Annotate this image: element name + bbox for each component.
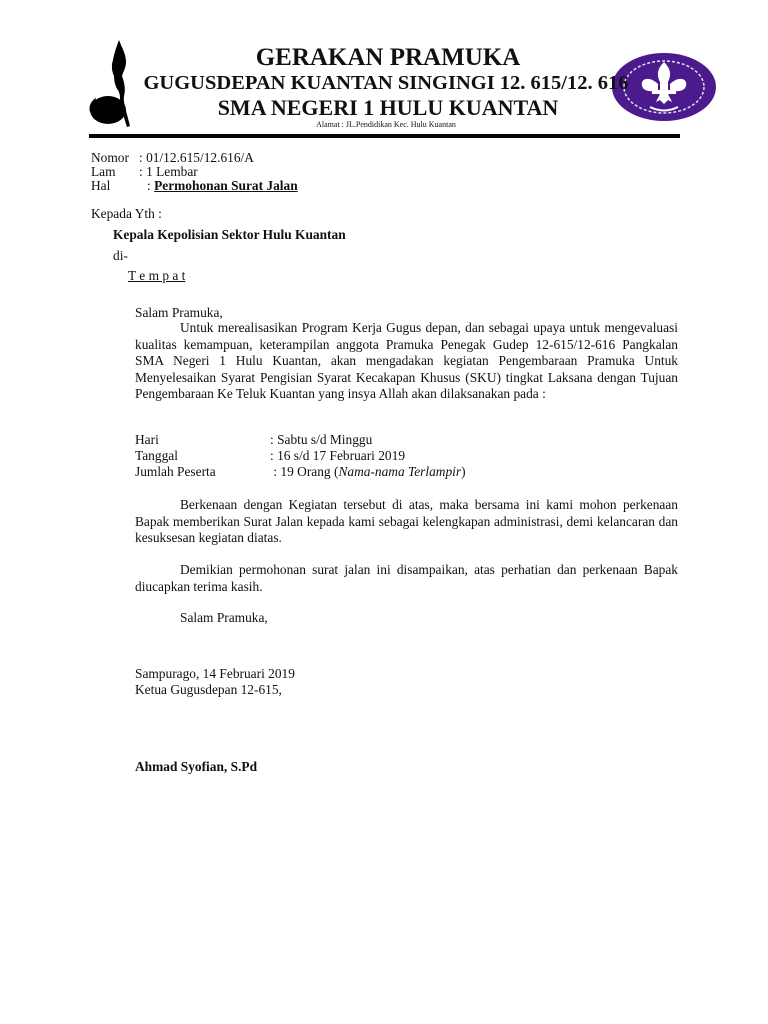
nomor-label: Nomor <box>91 150 129 165</box>
paragraph-1: Untuk merealisasikan Program Kerja Gugus depan, dan sebagai upaya untuk mengevaluasi kualitas kemampuan, keterampilan anggota Pramuka Penegak Gudep 12-615/12-616 Pangkalan SMA Negeri 1 Hulu Kuantan, akan mengadakan kegiatan Pengembaraan Pramuka Untuk Menyelesaikan Syarat Pengisian Syarat Kecakapan Khusus (SKU) tingkat Laksana dengan Tujuan Pengembaraan Ke Teluk Kuantan yang insya Allah akan dilaksanakan pada : <box>135 320 678 401</box>
school-title: SMA NEGERI 1 HULU KUANTAN <box>217 95 559 120</box>
address-line: Alamat : JL.Pendidikan Kec. Hulu Kuantan <box>316 120 456 129</box>
detail-suffix: ) <box>461 464 466 479</box>
lam-label: Lam <box>91 164 116 179</box>
recipient-place: T e m p a t <box>128 268 186 283</box>
detail-label: Tanggal <box>135 448 178 463</box>
paragraph-2: Berkenaan dengan Kegiatan tersebut di atas, maka bersama ini kami mohon perkenaan Bapak memberikan Surat Jalan kepada kami sebagai kelengkapan administrasi, demi kelancaran dan kesuksesan kegiatan diatas. <box>135 497 678 545</box>
paragraph-3: Demikian permohonan surat jalan ini disampaikan, atas perhatian dan perkenaan Bapak diucapkan terima kasih. <box>135 562 678 594</box>
detail-tanggal <box>135 448 405 465</box>
detail-italic: Nama-nama Terlampir <box>338 464 462 479</box>
recipient-greeting: Kepada Yth : <box>91 206 162 221</box>
signature-position: Ketua Gugusdepan 12-615, <box>135 682 282 697</box>
hal-value: Permohonan Surat Jalan <box>154 178 298 193</box>
hal-colon: : <box>147 178 155 193</box>
signature-place-date: Sampurago, 14 Februari 2019 <box>135 666 295 681</box>
closing-salutation: Salam Pramuka, <box>180 610 268 625</box>
detail-label: Hari <box>135 432 159 447</box>
detail-value: : Sabtu s/d Minggu <box>270 432 373 447</box>
org-title: GERAKAN PRAMUKA <box>255 44 521 71</box>
detail-label: Jumlah Peserta <box>135 464 216 479</box>
salutation: Salam Pramuka, <box>135 305 223 320</box>
detail-value: : 19 Orang ( <box>270 464 339 479</box>
hal-label: Hal <box>91 178 111 193</box>
recipient-di: di- <box>113 248 128 263</box>
detail-peserta <box>135 464 466 481</box>
nomor-value: : 01/12.615/12.616/A <box>139 150 254 165</box>
letterhead-divider <box>89 134 680 138</box>
meta-hal <box>91 178 298 195</box>
unit-title: GUGUSDEPAN KUANTAN SINGINGI 12. 615/12. 616 <box>143 72 629 94</box>
detail-hari <box>135 432 372 449</box>
lam-value: : 1 Lembar <box>139 164 198 179</box>
recipient-name: Kepala Kepolisian Sektor Hulu Kuantan <box>113 227 346 242</box>
detail-value: : 16 s/d 17 Februari 2019 <box>270 448 406 463</box>
signature-name: Ahmad Syofian, S.Pd <box>135 759 258 774</box>
